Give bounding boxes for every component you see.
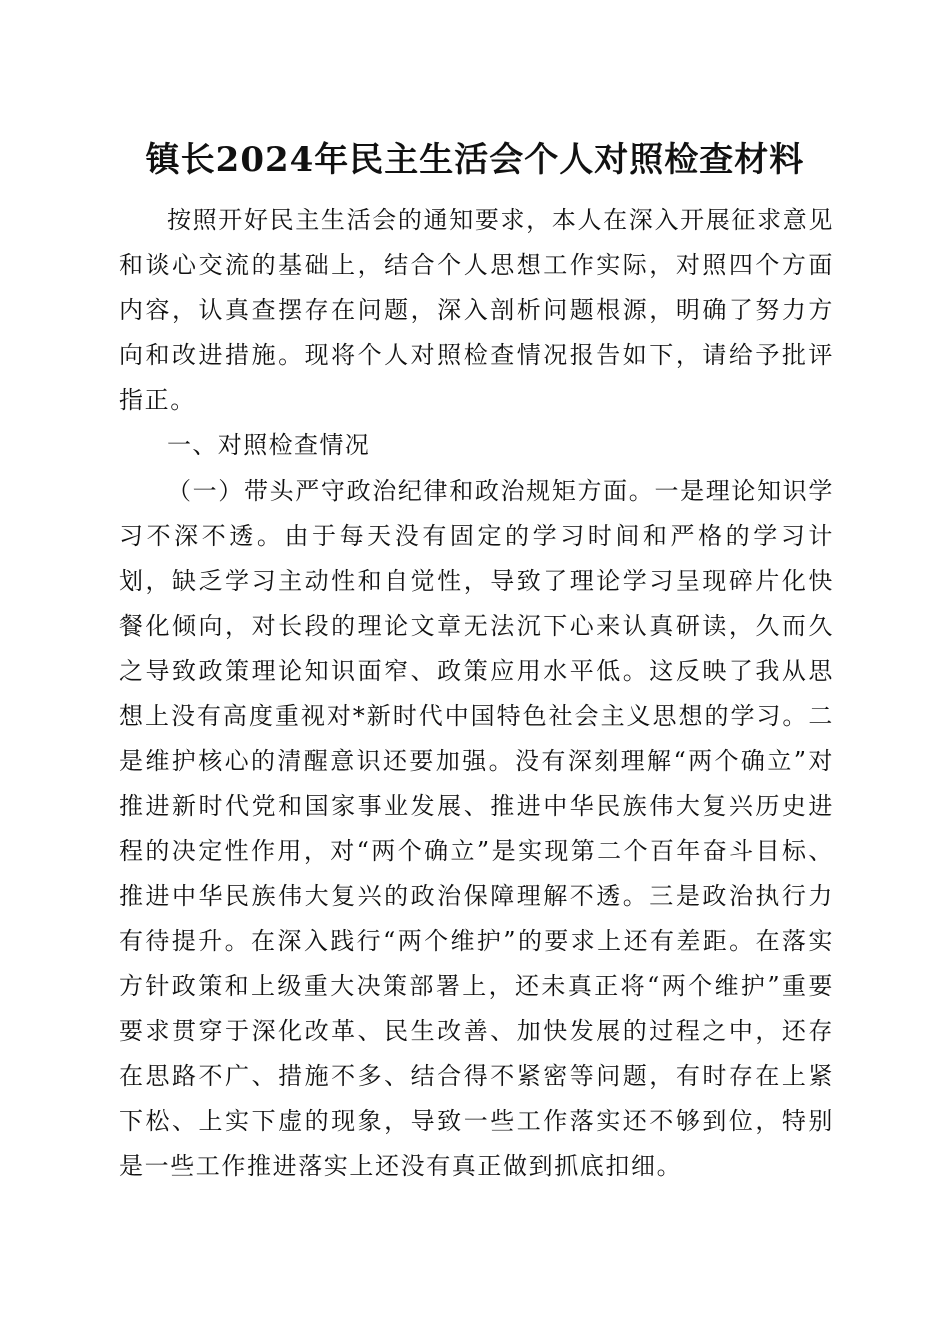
- section-heading: 一、对照检查情况: [167, 431, 371, 459]
- subsection-paragraph: （一）带头严守政治纪律和政治规矩方面。一是理论知识学习不深不透。由于每天没有固定的学习时间和严格的学习计划，缺乏学习主动性和自觉性，导致了理论学习呈现碎片化快餐化倾向，对长段的理论文章无法沉下心来认真研读，久而久之导致政策理论知识面窄、政策应用水平低。这反映了我从思想上没有高度重视对*新时代中国特色社会主义思想的学习。二是维护核心的清醒意识还要加强。没有深刻理解“两个确立”对推进新时代党和国家事业发展、推进中华民族伟大复兴历史进程的决定性作用，对“两个确立”是实现第二个百年奋斗目标、推进中华民族伟大复兴的政治保障理解不透。三是政治执行力有待提升。在深入践行“两个维护”的要求上还有差距。在落实方针政策和上级重大决策部署上，还未真正将“两个维护”重要要求贯穿于深化改革、民生改善、加快发展的过程之中，还存在思路不广、措施不多、结合得不紧密等问题，有时存在上紧下松、上实下虚的现象，导致一些工作落实还不够到位，特别是一些工作推进落实上还没有真正做到抓底扣细。: [119, 477, 834, 1180]
- document-title: 镇长2024年民主生活会个人对照检查材料: [145, 140, 805, 180]
- intro-paragraph: 按照开好民主生活会的通知要求，本人在深入开展征求意见和谈心交流的基础上，结合个人思想工作实际，对照四个方面内容，认真查摆存在问题，深入剖析问题根源，明确了努力方向和改进措施。现将个人对照检查情况报告如下，请给予批评指正。: [119, 206, 834, 414]
